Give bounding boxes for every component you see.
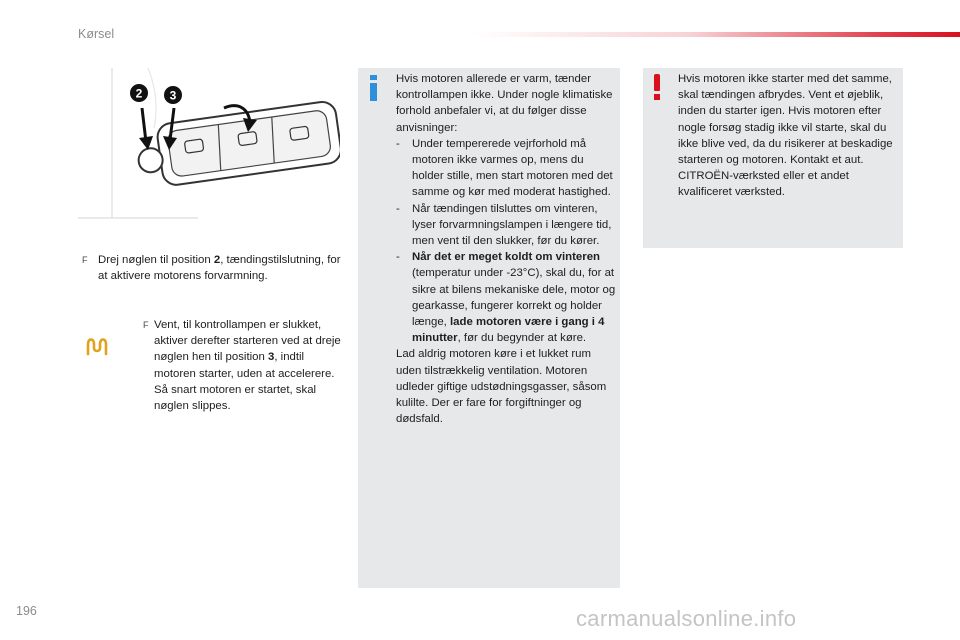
info-list-item: - Under tempererede vejrforhold må motoren ikke varmes op, mens du holder stille, men start motoren med det samme og kør med moderat hastighed. (396, 137, 613, 199)
bullet-glyph: F (82, 255, 88, 265)
header-accent-bar (470, 32, 960, 37)
watermark: carmanualsonline.info (576, 606, 797, 631)
info-list-item: - Når tændingen tilsluttes om vinteren, lyser forvarmningslampen i længere tid, men vent til den slukker, før du kører. (396, 202, 612, 248)
info-closing: Lad aldrig motoren køre i et lukket rum uden tilstrækkelig ventilation. Motoren udleder giftige udstødningsgasser, såsom kulilte. Der er fare for forgiftninger og dødsfald. (396, 348, 607, 426)
callout-2-label: 2 (135, 86, 143, 101)
callout-3-label: 3 (169, 88, 177, 103)
step-1-text: Drej nøglen til position 2, tændingstilslutning, for at aktivere motorens forvarmning. (98, 254, 341, 283)
section-title: Kørsel (78, 27, 115, 41)
key-fob-drawing (78, 68, 340, 246)
bullet-glyph: F (143, 320, 149, 330)
info-panel-content (396, 71, 618, 427)
key-ignition-illustration (78, 68, 340, 246)
page-number: 196 (16, 604, 37, 618)
step-2-text: Vent, til kontrollampen er slukket, aktiver derefter starteren ved at dreje nøglen hen til position 3, indtil motoren starter, uden at accelerere. Så snart motoren er startet, skal nøglen slippes. (154, 319, 341, 413)
warning-icon (654, 74, 662, 100)
preheat-coil-icon (85, 336, 111, 356)
warning-text: Hvis motoren ikke starter med det samme, skal tændingen afbrydes. Vent et øjeblik, inden du starter igen. Hvis motoren efter nogle forsøg stadig ikke vil starte, skal du ikke blive ved, da du risikerer at beskadige starteren og motoren. Kontakt et aut. CITROËN-værksted eller et andet kvalificeret værksted. (678, 73, 893, 199)
info-icon (370, 75, 378, 101)
info-intro: Hvis motoren allerede er varm, tænder kontrollampen ikke. Under nogle klimatiske forhold anbefaler vi, at du følger disse anvisninger: (396, 73, 613, 134)
info-list-item: - Når det er meget koldt om vinteren (temperatur under -23°C), skal du, for at sikre at bilens mekaniske dele, motor og gearkasse, fungerer korrekt og holder længe, lade motoren være i gang i 4 minutter, før du begynder at køre. (396, 251, 616, 345)
